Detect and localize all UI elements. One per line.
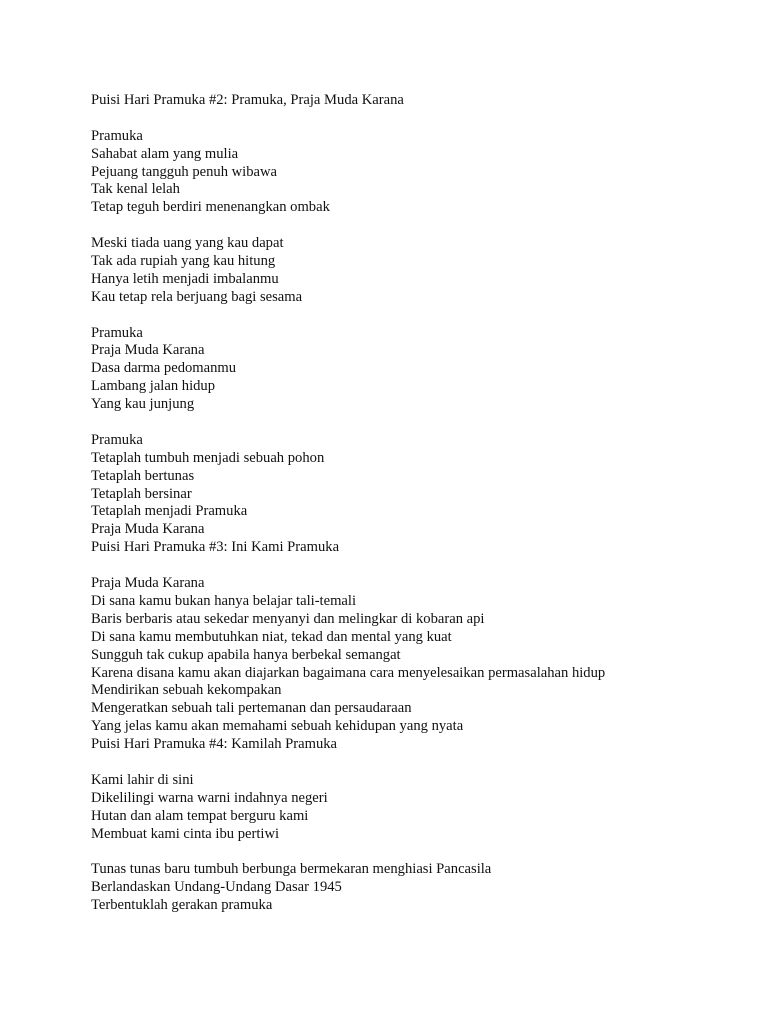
poem-line: Di sana kamu bukan hanya belajar tali-temali — [91, 592, 357, 609]
poem-line: Pejuang tangguh penuh wibawa — [91, 163, 278, 180]
poem-line: Tunas tunas baru tumbuh berbunga bermekaran menghiasi Pancasila — [91, 861, 492, 878]
poem-line: Sahabat alam yang mulia — [91, 145, 239, 162]
poem-line: Kami lahir di sini — [91, 771, 194, 788]
poem-line: Tak kenal lelah — [91, 181, 180, 198]
poem-title-4: Puisi Hari Pramuka #4: Kamilah Pramuka — [91, 736, 338, 753]
poem-line: Baris berbaris atau sekedar menyanyi dan melingkar di kobaran api — [91, 610, 485, 627]
poem-line: Pramuka — [91, 431, 143, 448]
poem-title-2: Puisi Hari Pramuka #2: Pramuka, Praja Muda Karana — [91, 92, 404, 108]
poem-line: Yang kau junjung — [91, 396, 195, 413]
poem-line: Tetaplah tumbuh menjadi sebuah pohon — [91, 449, 325, 466]
poem-line: Tetap teguh berdiri menenangkan ombak — [91, 199, 330, 216]
poem-line: Tetaplah bersinar — [91, 485, 192, 502]
poem-line: Praja Muda Karana — [91, 342, 205, 359]
poem-line: Terbentuklah gerakan pramuka — [91, 897, 273, 914]
poem-line: Praja Muda Karana — [91, 575, 205, 592]
blank-line — [91, 217, 751, 235]
blank-line — [91, 754, 751, 772]
poem-line: Lambang jalan hidup — [91, 378, 216, 395]
poem-line: Membuat kami cinta ibu pertiwi — [91, 825, 280, 842]
poem-line: Tetaplah menjadi Pramuka — [91, 503, 248, 520]
poem-line: Mengeratkan sebuah tali pertemanan dan persaudaraan — [91, 700, 412, 717]
poem-line: Tak ada rupiah yang kau hitung — [91, 253, 276, 270]
poem-line: Tetaplah bertunas — [91, 467, 195, 484]
blank-line — [91, 414, 751, 432]
poem-line: Mendirikan sebuah kekompakan — [91, 682, 282, 699]
poem-line: Yang jelas kamu akan memahami sebuah kehidupan yang nyata — [91, 718, 464, 735]
poem-line: Hutan dan alam tempat berguru kami — [91, 807, 309, 824]
blank-line — [91, 307, 751, 325]
poem-line: Hanya letih menjadi imbalanmu — [91, 270, 279, 287]
blank-line — [91, 843, 751, 861]
poem-line: Pramuka — [91, 324, 143, 341]
poem-line: Pramuka — [91, 127, 143, 144]
poem-title-3: Puisi Hari Pramuka #3: Ini Kami Pramuka — [91, 539, 340, 556]
blank-line — [91, 557, 751, 575]
poem-line: Meski tiada uang yang kau dapat — [91, 235, 284, 252]
blank-line — [91, 110, 751, 128]
poem-line: Kau tetap rela berjuang bagi sesama — [91, 288, 303, 305]
poem-line: Praja Muda Karana — [91, 521, 205, 538]
poem-line: Sungguh tak cukup apabila hanya berbekal semangat — [91, 646, 401, 663]
poem-line: Dasa darma pedomanmu — [91, 360, 237, 377]
poem-line: Karena disana kamu akan diajarkan bagaimana cara menyelesaikan permasalahan hidup — [91, 664, 606, 681]
poem-line: Dikelilingi warna warni indahnya negeri — [91, 789, 328, 806]
poem-line: Berlandaskan Undang-Undang Dasar 1945 — [91, 879, 342, 896]
document-page — [91, 92, 751, 915]
poem-line: Di sana kamu membutuhkan niat, tekad dan mental yang kuat — [91, 628, 452, 645]
